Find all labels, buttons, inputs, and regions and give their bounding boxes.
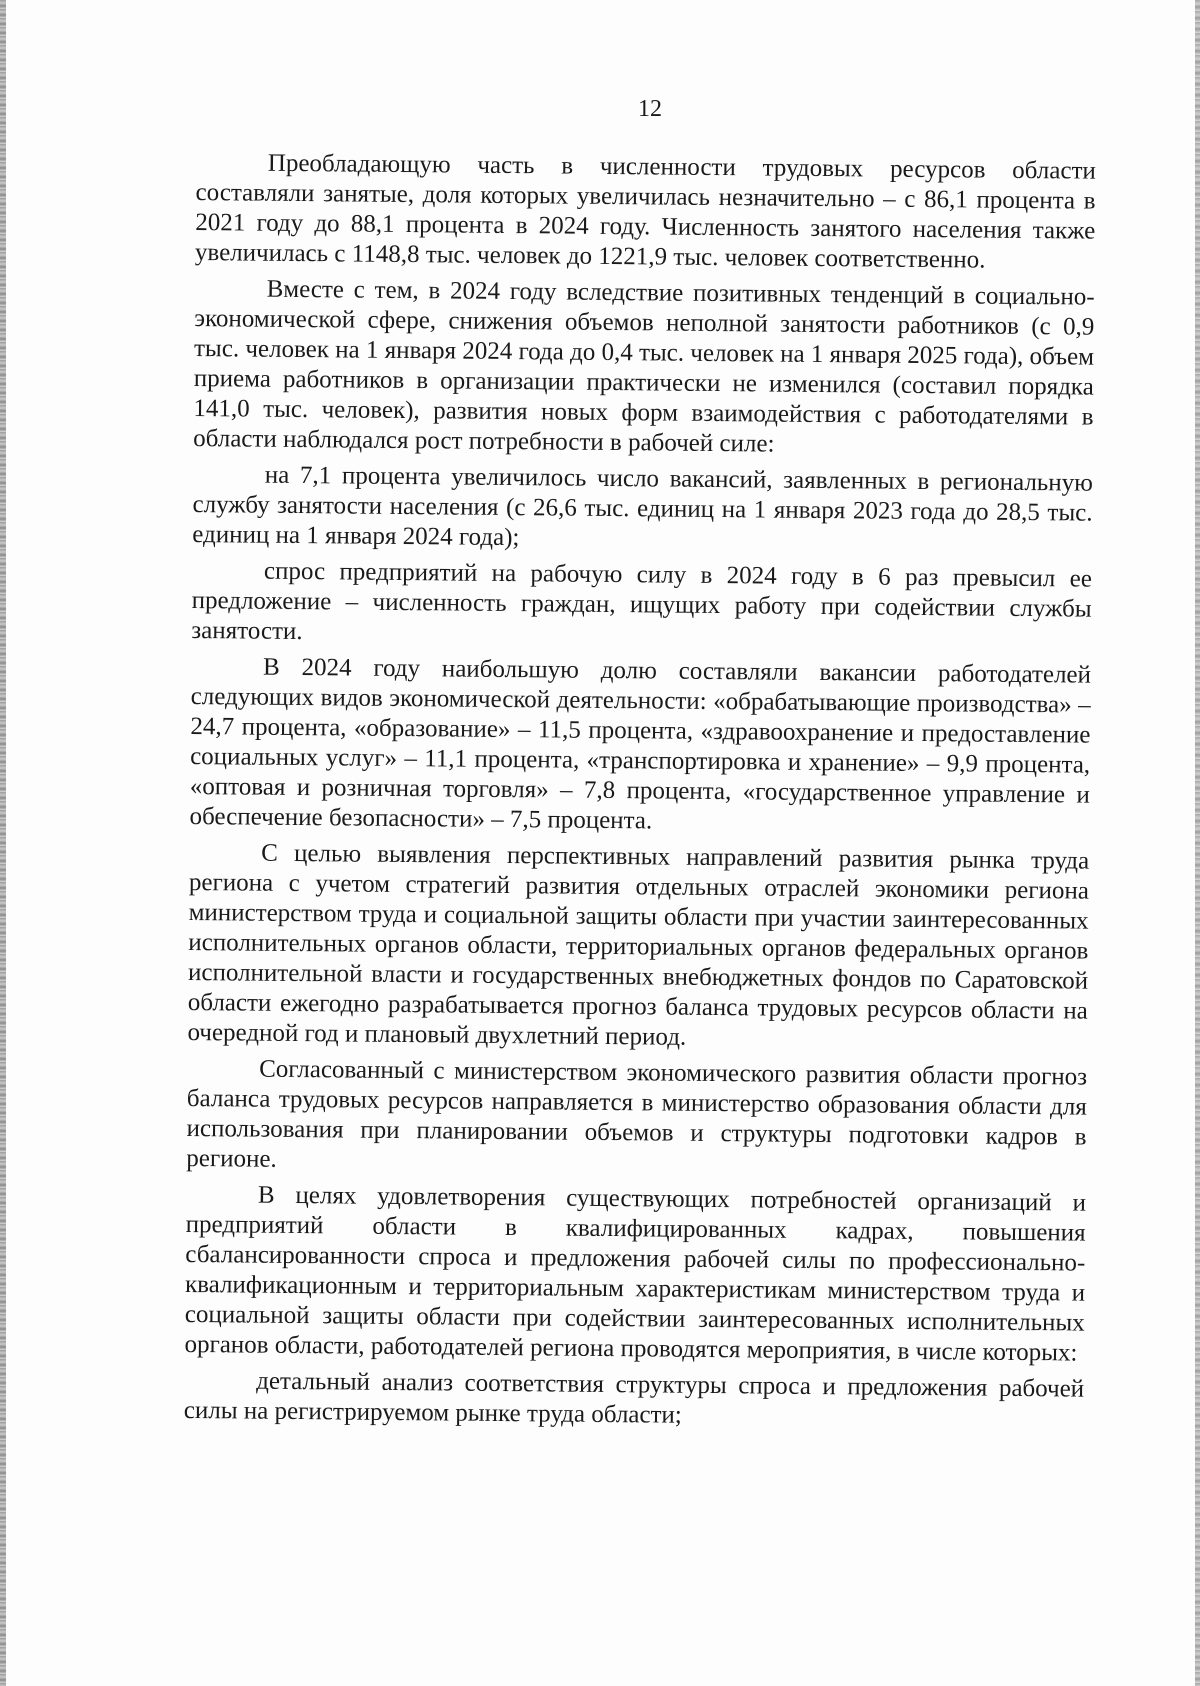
paragraph-employment-share: Преобладающую часть в численности трудовых ресурсов области составляли занятые, доля которых увеличилась незначительно – с 86,1 процента в 2021 году до 88,1 процента в 2024 году. Численность занятого населения также увеличилась с 1148,8 тыс. человек до 1221,9 тыс. человек соответственно.	[194, 149, 1096, 274]
paragraph-vacancies-by-sector: В 2024 году наибольшую долю составляли вакансии работодателей следующих видов экономической деятельности: «обрабатывающие производства» – 24,7 процента, «образование» – 11,5 процента, «здравоохранение и предоставление социальных услуг» – 11,1 процента, «транспортировка и хранение» – 9,9 процента, «оптовая и розничная торговля» – 7,8 процента, «государственное управление и обеспечение безопасности» – 7,5 процента.	[189, 653, 1092, 835]
scan-edge-right	[1195, 0, 1200, 1686]
scan-edge-left	[0, 0, 6, 1686]
paragraph-demand-exceeds-supply: спрос предприятий на рабочую силу в 2024 году в 6 раз превысил ее предложение – численность граждан, ищущих работу при содействии службы занятости.	[191, 557, 1093, 646]
paragraph-labor-demand-growth: Вместе с тем, в 2024 году вследствие позитивных тенденций в социально-экономической сфере, снижения объемов неполной занятости работников (с 0,9 тыс. человек на 1 января 2024 года до 0,4 тыс. человек на 1 января 2025 года), объем приема работников в организации практически не изменился (составил порядка 141,0 тыс. человек), развития новых форм взаимодействия с работодателями в области наблюдался рост потребности в рабочей силе:	[193, 275, 1095, 458]
paragraph-forecast-coordination: Согласованный с министерством экономического развития области прогноз баланса трудовых ресурсов направляется в министерство образования области для использования при планировании объемов и структуры подготовки кадров в регионе.	[186, 1055, 1088, 1173]
document-body	[184, 148, 1096, 1441]
paragraph-labor-balance-forecast: С целью выявления перспективных направлений развития рынка труда региона с учетом стратегий развития отдельных отраслей экономики региона министерством труда и социальной защиты области при участии заинтересованных исполнительных органов области, территориальных органов федеральных органов исполнительной власти и государственных внебюджетных фондов по Саратовской области ежегодно разрабатывается прогноз баланса трудовых ресурсов области на очередной год и плановый двухлетний период.	[187, 839, 1090, 1051]
paragraph-vacancies-increase: на 7,1 процента увеличилось число вакансий, заявленных в региональную службу занятости населения (с 26,6 тыс. единиц на 1 января 2023 года до 28,5 тыс. единиц на 1 января 2024 года);	[192, 461, 1093, 552]
paragraph-measures-intro: В целях удовлетворения существующих потребностей организаций и предприятий области в квалифицированных кадрах, повышения сбалансированности спроса и предложения рабочей силы по профессионально-квалификационным и территориальным характеристикам министерством труда и социальной защиты области при содействии заинтересованных исполнительных органов области, работодателей региона проводятся мероприятия, в числе которых:	[184, 1181, 1087, 1367]
paragraph-supply-demand-analysis: детальный анализ соответствия структуры спроса и предложения рабочей силы на регистрируемом рынке труда области;	[183, 1367, 1085, 1429]
page-number: 12	[638, 96, 662, 122]
